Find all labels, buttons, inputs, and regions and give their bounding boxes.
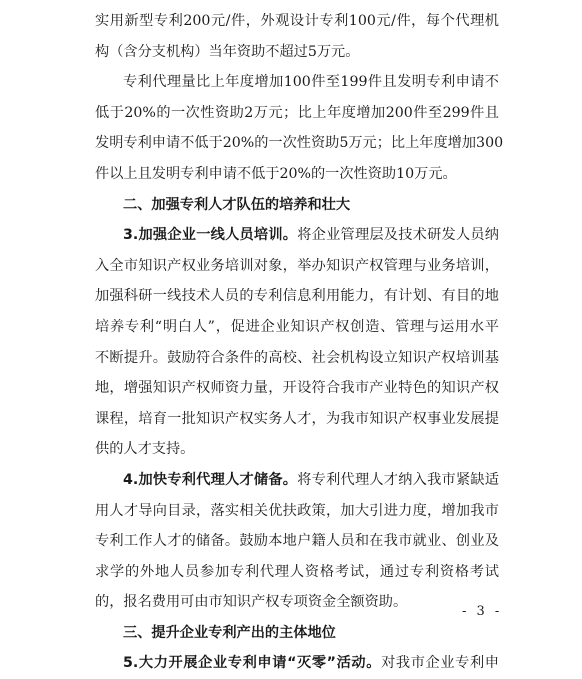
page-number: - 3 - [462, 604, 503, 619]
paragraph-line: 专利工作人才的储备。鼓励本地户籍人员和在我市就业、创业及 [95, 533, 499, 550]
section-heading: 二、加强专利人才队伍的培养和壮大 [123, 196, 351, 213]
item-title: 3.加强企业一线人员培训。 [123, 227, 298, 244]
paragraph-line: 专利代理量比上年度增加100件至199件且发明专利申请不 [123, 74, 499, 91]
paragraph-line: 低于20%的一次性资助2万元；比上年度增加200件至299件且 [95, 104, 499, 121]
paragraph-line: 5.大力开展企业专利申请“灭零”活动。对我市企业专利申 [123, 655, 499, 672]
paragraph-line: 课程，培育一批知识产权实务人才，为我市知识产权事业发展提 [95, 410, 499, 427]
paragraph-line: 4.加快专利代理人才储备。将专利代理人才纳入我市紧缺适 [123, 471, 499, 488]
paragraph-line: 加强科研一线技术人员的专利信息利用能力，有计划、有目的地 [95, 288, 499, 305]
section-heading: 三、提升企业专利产出的主体地位 [123, 624, 336, 641]
paragraph-line: 实用新型专利200元/件，外观设计专利100元/件，每个代理机 [95, 13, 499, 29]
item-title: 5.大力开展企业专利申请“灭零”活动。 [123, 655, 382, 672]
paragraph-line: 的，报名费用可由市知识产权专项资金全额资助。 [95, 594, 408, 611]
paragraph-line: 地，增强知识产权师资力量，开设符合我市产业特色的知识产权 [95, 380, 499, 397]
paragraph-line: 求学的外地人员参加专利代理人资格考试，通过专利资格考试 [95, 563, 499, 580]
paragraph-line: 入全市知识产权业务培训对象，举办知识产权管理与业务培训， [95, 257, 499, 274]
paragraph-line: 培养专利“明白人”，促进企业知识产权创造、管理与运用水平 [95, 318, 499, 335]
paragraph-line: 3.加强企业一线人员培训。将企业管理层及技术研发人员纳 [123, 227, 499, 244]
paragraph-line: 构（含分支机构）当年资助不超过5万元。 [95, 43, 360, 60]
paragraph-line: 件以上且发明专利申请不低于20%的一次性资助10万元。 [95, 165, 457, 182]
paragraph-line: 发明专利申请不低于20%的一次性资助5万元；比上年度增加300 [95, 135, 504, 152]
paragraph-line: 用人才导向目录，落实相关优扶政策，加大引进力度，增加我市 [95, 502, 499, 519]
item-title: 4.加快专利代理人才储备。 [123, 471, 298, 488]
paragraph-line: 不断提升。鼓励符合条件的高校、社会机构设立知识产权培训基 [95, 349, 499, 366]
paragraph-line: 供的人才支持。 [95, 441, 195, 458]
document-body [95, 6, 504, 679]
